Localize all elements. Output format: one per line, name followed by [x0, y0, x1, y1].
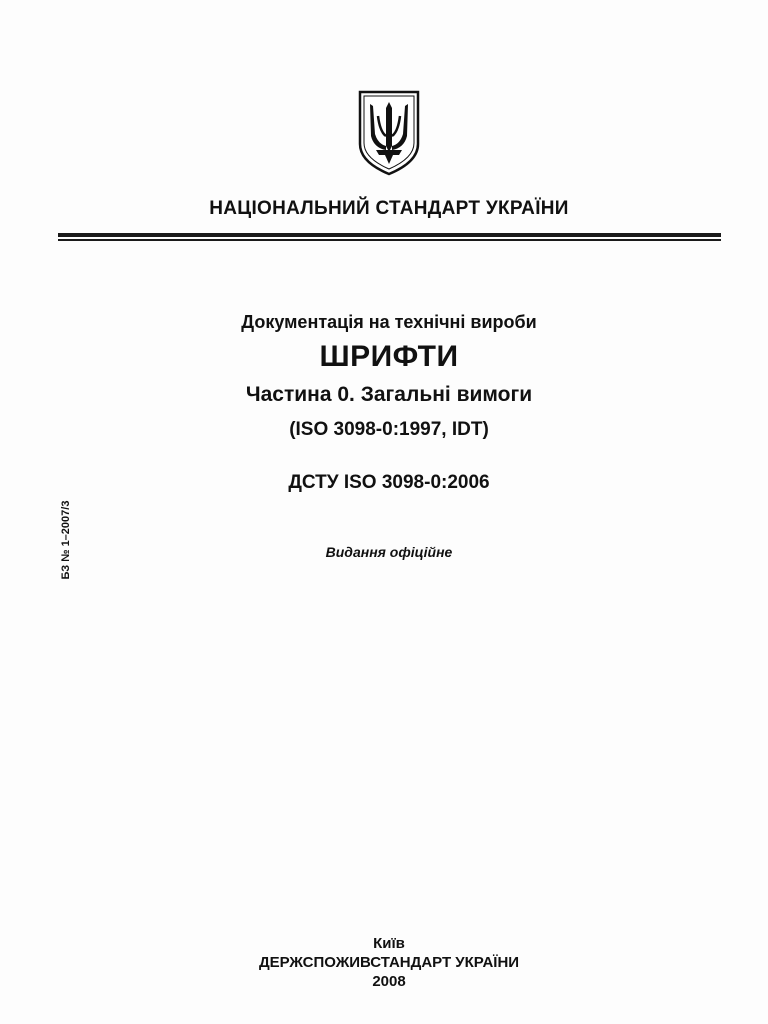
document-part-title: Частина 0. Загальні вимоги	[245, 383, 533, 406]
document-main-title: ШРИФТИ	[319, 340, 459, 373]
footer-year: 2008	[372, 973, 406, 990]
dstu-code: ДСТУ ISO 3098-0:2006	[288, 472, 490, 493]
national-standard-header: НАЦІОНАЛЬНИЙ СТАНДАРТ УКРАЇНИ	[209, 198, 569, 219]
edition-label: Видання офіційне	[325, 544, 453, 560]
header-rule-thick	[58, 233, 721, 237]
footer-organization: ДЕРЖСПОЖИВСТАНДАРТ УКРАЇНИ	[258, 954, 520, 971]
header-rule-thin	[58, 239, 721, 241]
document-subtitle: Документація на технічні вироби	[241, 312, 537, 332]
side-note-text: БЗ № 1–2007/3	[60, 500, 72, 580]
footer-city: Київ	[373, 935, 405, 952]
trident-coat-of-arms-icon	[356, 88, 422, 176]
iso-reference: (ISO 3098-0:1997, IDT)	[289, 419, 489, 440]
